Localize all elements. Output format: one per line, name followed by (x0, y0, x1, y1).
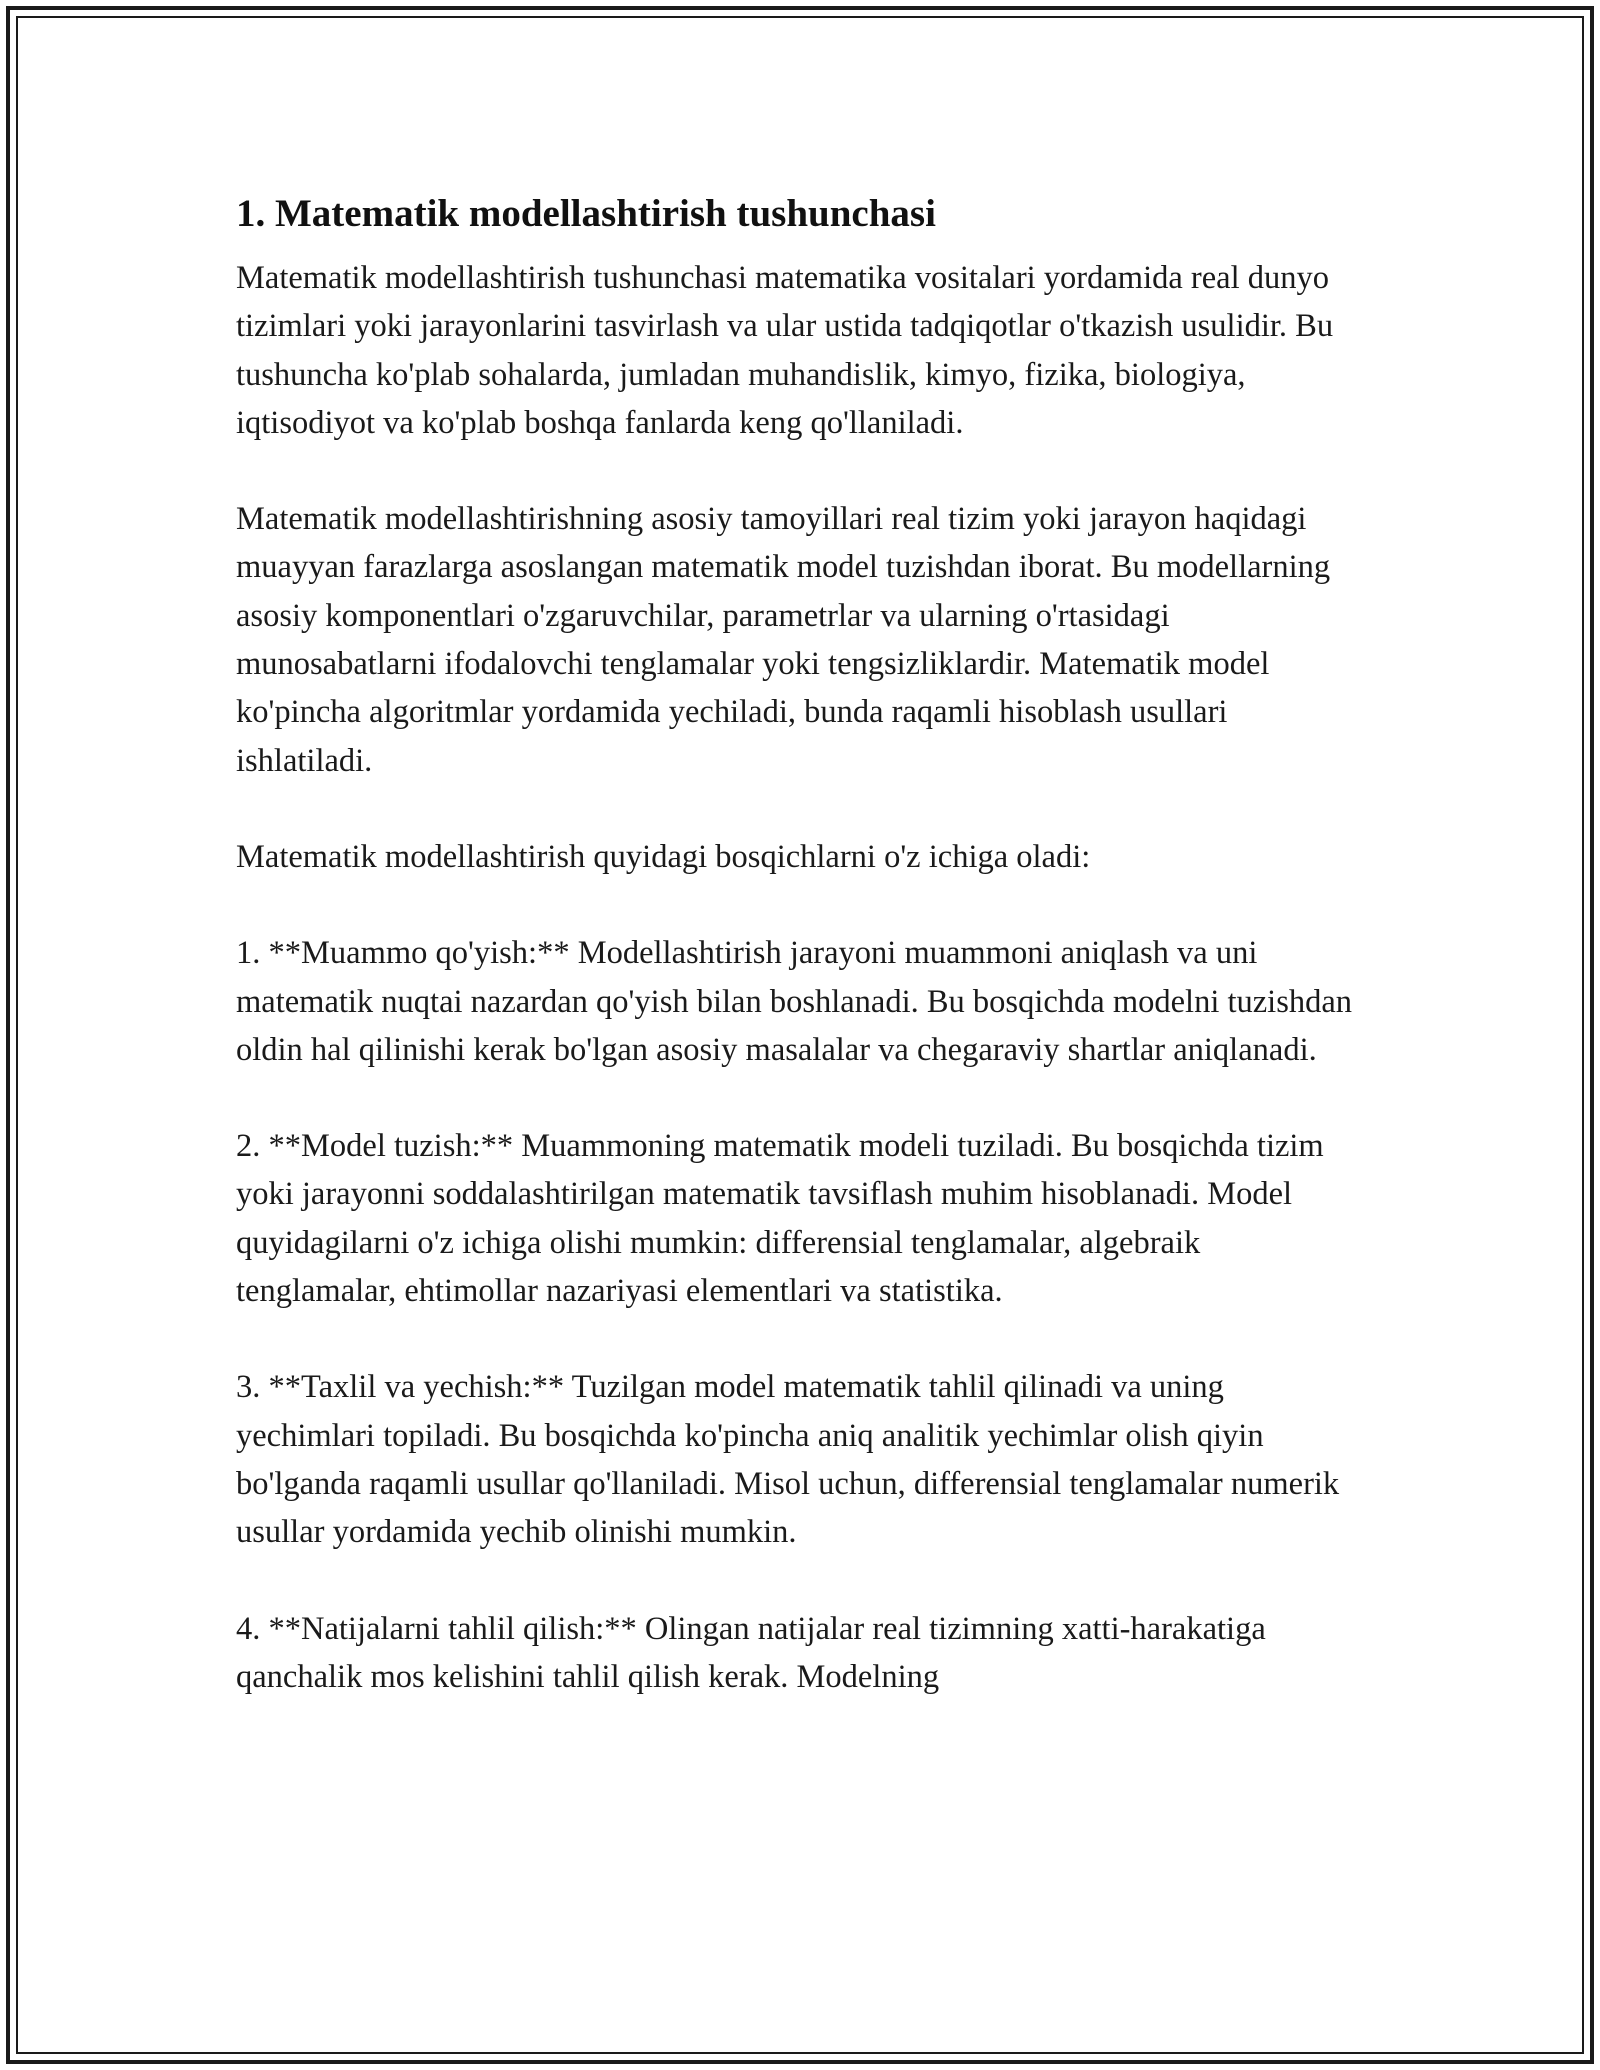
paragraph-stages-intro: Matematik modellashtirish quyidagi bosqichlarni o'z ichiga oladi: (236, 838, 1091, 875)
paragraph-step-3: 3. **Taxlil va yechish:** Tuzilgan model matematik tahlil qilinadi va uning yechimlari topiladi. Bu bosqichda ko'pincha aniq analitik yechimlar olish qiyin bo'lganda raqamli usullar qo'llaniladi. Misol uchun, differensial tenglamalar numerik usullar yordamida yechib olinishi mumkin. (236, 1369, 1340, 1551)
paragraph-principles: Matematik modellashtirishning asosiy tamoyillari real tizim yoki jarayon haqidagi muayyan farazlarga asoslangan matematik model tuzishdan iborat. Bu modellarning asosiy komponentlari o'zgaruvchilar, parametrlar va ularning o'rtasidagi munosabatlarni ifodalovchi tenglamalar yoki tengsizliklardir. Matematik model ko'pincha algoritmlar yordamida yechiladi, bunda raqamli hisoblash usullari ishlatiladi. (236, 501, 1331, 779)
paragraph-intro: Matematik modellashtirish tushunchasi matematika vositalari yordamida real dunyo tizimlari yoki jarayonlarini tasvirlash va ular ustida tadqiqotlar o'tkazish usulidir. Bu tushuncha ko'plab sohalarda, jumladan muhandislik, kimyo, fizika, biologiya, iqtisodiyot va ko'plab boshqa fanlarda keng qo'llaniladi. (236, 260, 1334, 441)
document-body (236, 186, 1366, 1749)
paragraph-step-2: 2. **Model tuzish:** Muammoning matematik modeli tuziladi. Bu bosqichda tizim yoki jarayonni soddalashtirilgan matematik tavsiflash muhim hisoblanadi. Model quyidagilarni o'z ichiga olishi mumkin: differensial tenglamalar, algebraik tenglamalar, ehtimollar nazariyasi elementlari va statistika. (236, 1128, 1324, 1310)
paragraph-step-1: 1. **Muammo qo'yish:** Modellashtirish jarayoni muammoni aniqlash va uni matematik nuqtai nazardan qo'yish bilan boshlanadi. Bu bosqichda modelni tuzishdan oldin hal qilinishi kerak bo'lgan asosiy masalalar va chegaraviy shartlar aniqlanadi. (236, 935, 1353, 1068)
section-heading: 1. Matematik modellashtirish tushunchasi (236, 192, 936, 235)
paragraph-step-4: 4. **Natijalarni tahlil qilish:** Olingan natijalar real tizimning xatti-harakatiga qanchalik mos kelishini tahlil qilish kerak. Modelning (236, 1610, 1266, 1695)
